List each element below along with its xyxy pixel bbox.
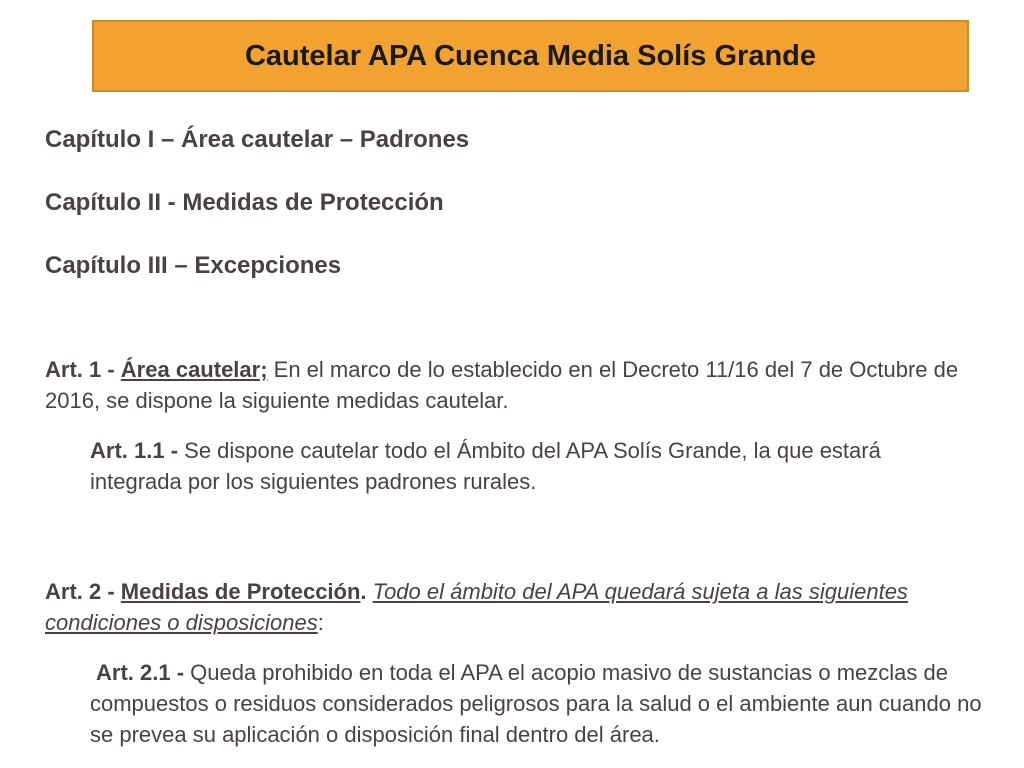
article-1-1 — [90, 435, 970, 497]
article-2-1 — [90, 657, 985, 750]
article-2-1-label: Art. 2.1 - — [96, 660, 191, 685]
article-2 — [45, 576, 965, 638]
chapter-2: Capítulo II - Medidas de Protección — [45, 189, 444, 216]
article-1-label: Art. 1 - — [45, 357, 121, 382]
article-1-text: En el marco de lo establecido en el Decreto 11/16 del 7 de Octubre de 2016, se dispone la siguiente medidas cautelar. — [45, 357, 959, 413]
article-1-1-text: Se dispone cautelar todo el Ámbito del APA Solís Grande, la que estará integrada por los siguientes padrones rurales. — [90, 438, 881, 494]
article-2-heading: Medidas de Protección — [120, 579, 361, 604]
title-banner — [92, 20, 969, 92]
article-2-label: Art. 2 - — [45, 579, 121, 604]
article-2-italic: Todo el ámbito del APA quedará sujeta a las siguientes condiciones o disposiciones — [45, 579, 908, 635]
article-1 — [45, 354, 980, 416]
article-2-1-text: Queda prohibido en toda el APA el acopio masivo de sustancias o mezclas de compuestos o residuos considerados peligrosos para la salud o el ambiente aun cuando no se prevea su aplicación o disposición final dentro del área. — [90, 660, 982, 747]
document-title: Cautelar APA Cuenca Media Solís Grande — [244, 39, 817, 72]
article-1-heading: Área cautelar; — [120, 357, 268, 382]
article-1-1-label: Art. 1.1 - — [90, 438, 185, 463]
chapter-1: Capítulo I – Área cautelar – Padrones — [45, 126, 470, 153]
article-2-dot: . — [360, 579, 373, 604]
chapter-3: Capítulo III – Excepciones — [45, 252, 342, 279]
article-2-tail: : — [317, 610, 324, 635]
